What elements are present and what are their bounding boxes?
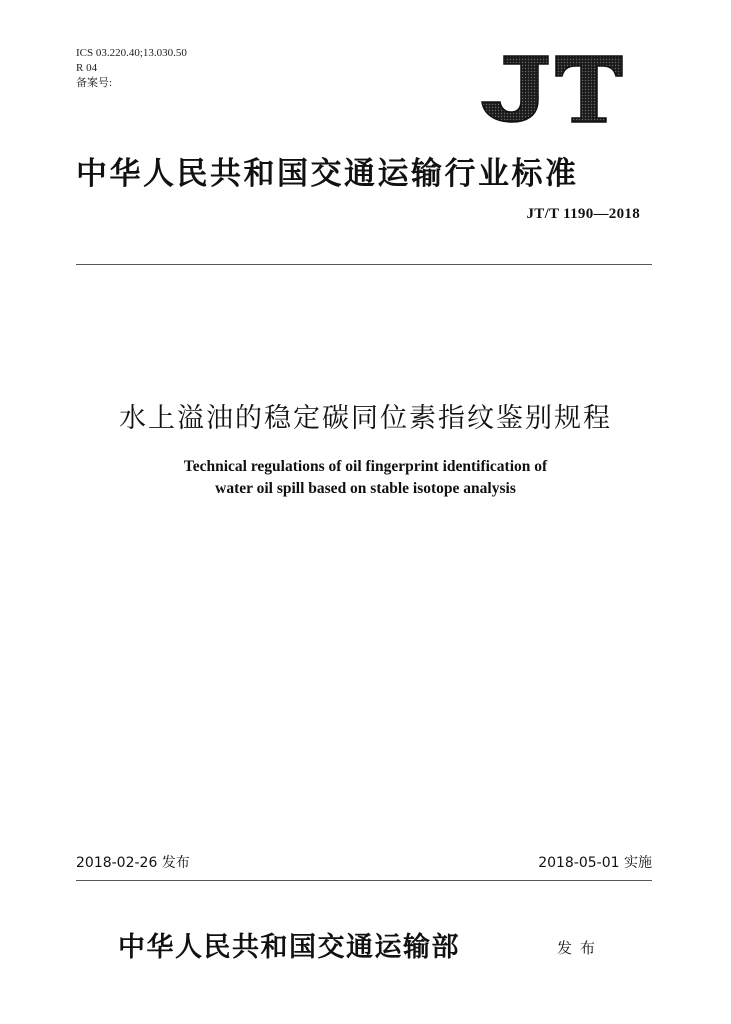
implementation-date: 2018-05-01 实施 [538,855,652,871]
document-title-zh: 水上溢油的稳定碳同位素指纹鉴别规程 [119,403,612,434]
ccs-code: R 04 [76,62,98,74]
issue-date: 2018-02-26 发布 [76,855,190,871]
ics-code: ICS 03.220.40;13.030.50 [76,47,187,59]
title-en-line-2: water oil spill based on stable isotope analysis [215,480,516,497]
filing-number: 备案号: [76,77,113,89]
title-en-line-1: Technical regulations of oil fingerprint identification of [183,458,548,475]
classification-block [76,46,187,91]
publish-label: 发布 [557,939,604,957]
bottom-divider [76,880,652,881]
standard-type-title: 中华人民共和国交通运输行业标准 [76,156,579,192]
jt-logo [476,52,626,124]
document-title-en [0,456,731,500]
publisher-name: 中华人民共和国交通运输部 [118,932,460,963]
standard-code: JT/T 1190—2018 [526,206,640,222]
svg-text:JT: JT [476,52,477,53]
top-divider [76,264,652,265]
